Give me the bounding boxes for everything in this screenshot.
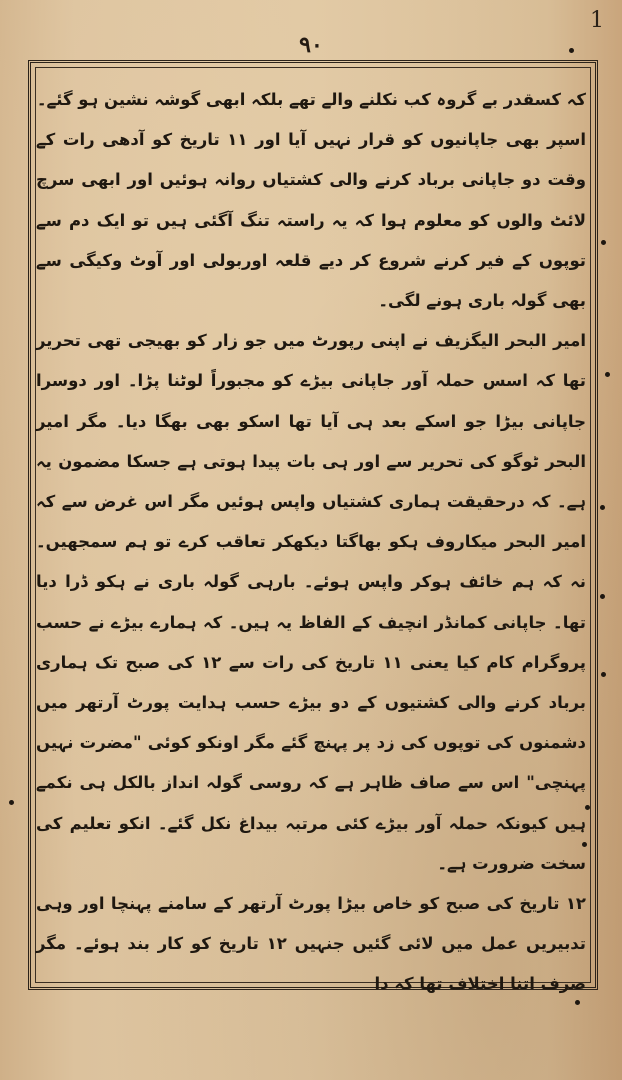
punch-hole-dot xyxy=(600,594,605,599)
punch-hole-dot xyxy=(605,372,610,377)
punch-hole-dot xyxy=(600,505,605,510)
paragraph: اسپر بھی جاپانیوں کو قرار نہیں آیا اور ۱۱ تاریخ کو آدھی رات کے وقت دو جاپانی برباد کرنے والی کشتیاں روانہ ہوئیں اور ابھی سرچ لائٹ والوں کو معلوم ہوا کہ یہ راستہ تنگ آگئی ہیں تو ایک دم سے توپوں کے فیر کرنے شروع کر دیے قلعہ اوربولی اور آوٹ وکیگی سے بھی گولہ باری ہونے لگی۔ xyxy=(36,130,586,311)
paragraph: کہ کسقدر بے گروہ کب نکلنے والے تھے بلکہ ابھی گوشہ نشین ہو گئے۔ xyxy=(36,90,586,109)
punch-hole-dot xyxy=(9,800,14,805)
punch-hole-dot xyxy=(601,672,606,677)
punch-hole-dot xyxy=(582,842,587,847)
punch-hole-dot xyxy=(601,240,606,245)
page-body xyxy=(36,80,586,1005)
paragraph: امیر البحر الیگزیف نے اپنی رپورٹ میں جو زار کو بھیجی تھی تحریر تھا کہ اسس حملہ آور جاپانی بیڑے کو مجبوراً لوٹنا پڑا۔ اور دوسرا جاپانی بیڑا جو اسکے بعد ہی آیا تھا اسکو بھی بھگا دیا۔ مگر امیر البحر ٹوگو کی تحریر سے اور ہی بات پیدا ہوتی ہے جسکا مضمون یہ ہے۔ کہ درحقیقت ہماری کشتیاں واپس ہوئیں مگر اس غرض سے کہ امیر البحر میکاروف ہکو بھاگتا دیکھکر تعاقب کرے تو ہم سمجھیں۔ نہ کہ ہم خائف ہوکر واپس ہوئے۔ بارہی گولہ باری نے ہکو ڈرا دیا تھا۔ جاپانی کمانڈر انچیف کے الفاظ یہ ہیں۔ کہ ہمارے بیڑے نے حسب پروگرام کام کیا یعنی ۱۱ تاریخ کی رات سے ۱۲ کی صبح تک ہماری برباد کرنے والی کشتیوں کے دو بیڑے حسب ہدایت پورٹ آرتھر میں دشمنوں کی توپوں کی زد پر پہنچ گئے مگر اونکو کوئی "مضرت نہیں پہنچی" اس سے صاف ظاہر ہے کہ روسی گولہ انداز بالکل ہی نکمے ہیں کیونکہ حملہ آور بیڑے کئی مرتبہ بیداغ نکل گئے۔ انکو تعلیم کی سخت ضرورت ہے۔ xyxy=(36,331,587,873)
paragraph: ۱۲ تاریخ کی صبح کو خاص بیڑا پورٹ آرتھر کے سامنے پہنچا اور وہی تدبیریں عمل میں لائی گئیں جنہیں ۱۲ تاریخ کو کار بند ہوئے۔ مگر صرف اتنا اختلاف تھا کہ دا xyxy=(36,894,586,994)
page-number: ٩٠ xyxy=(299,32,323,58)
punch-hole-dot xyxy=(575,1000,580,1005)
punch-hole-dot xyxy=(569,48,574,53)
punch-hole-dot xyxy=(585,805,590,810)
margin-mark: 1 xyxy=(590,8,604,33)
